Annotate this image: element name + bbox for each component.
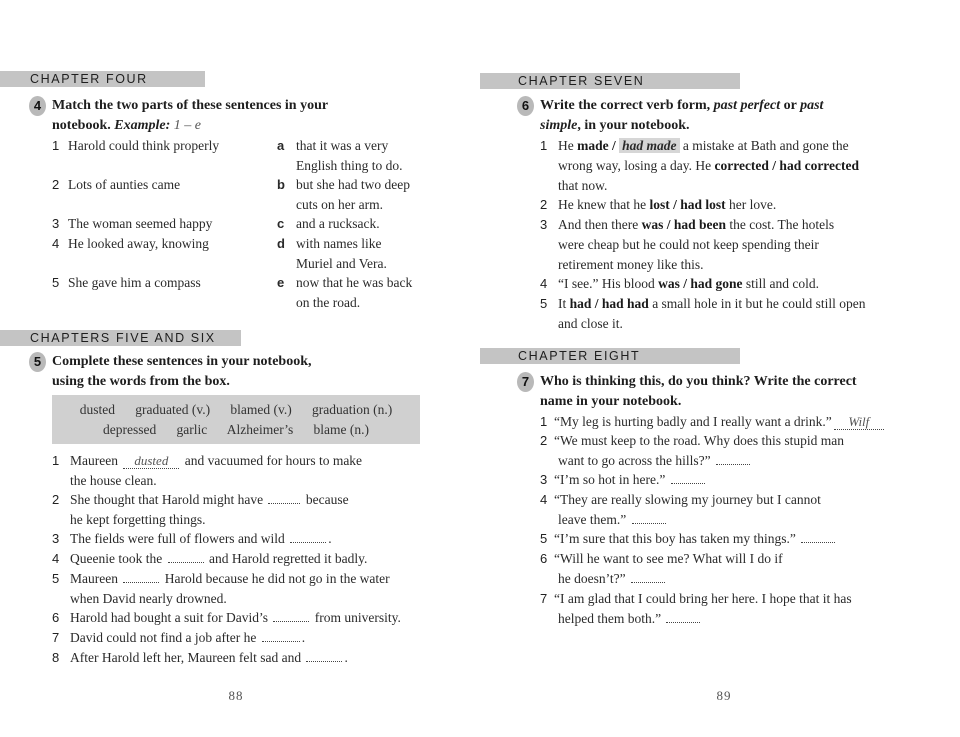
ex6-item-1-answer-highlight: had made [619, 138, 679, 153]
ex6-item-5-line2: and close it. [558, 316, 623, 331]
exercise-4-number: 4 [29, 96, 46, 116]
ex6-item-1-g: corrected / had corrected [714, 158, 860, 173]
exercise-4-instruction-2 [52, 116, 201, 136]
ex7-item-6-number: 6 [540, 551, 548, 566]
ex6-item-1-line2 [558, 156, 859, 176]
ex5-item-1-pre: Maureen [70, 453, 118, 468]
ex7-item-6-line2 [558, 569, 667, 589]
exercise-6-number: 6 [517, 96, 534, 116]
ex7-item-5-text: “I’m sure that this boy has taken my things.” [554, 531, 796, 546]
ex5-item-2-line2: he kept forgetting things. [70, 512, 206, 527]
ex5-item-2-pre: She thought that Harold might have [70, 492, 264, 507]
ex4-item-4-text: He looked away, knowing [68, 236, 209, 251]
ex5-item-5-line2: when David nearly drowned. [70, 591, 227, 606]
ex7-item-7-line1: “I am glad that I could bring her here. I hope that it has [554, 591, 852, 606]
ex5-item-2-number: 2 [52, 492, 60, 507]
ex4-item-4-number: 4 [52, 236, 60, 251]
ex5-item-5-pre: Maureen [70, 571, 118, 586]
ex6-item-5-line1 [558, 294, 866, 314]
ex4-option-e-line2: on the road. [296, 295, 361, 310]
ex7-item-4-number: 4 [540, 492, 548, 507]
ex7-item-4-line1: “They are really slowing my journey but I cannot [554, 492, 821, 507]
ex5-item-4-pre: Queenie took the [70, 551, 163, 566]
ex6-item-3-number: 3 [540, 217, 548, 232]
ex5-item-2-blank [268, 491, 300, 504]
ex5-item-5-line1 [70, 569, 390, 589]
ex4-item-2-number: 2 [52, 177, 60, 192]
word-box-row-1: dusted graduated (v.) blamed (v.) graduation (n.) [79, 402, 393, 417]
ex6-item-1-e: a mistake at Bath and gone the [682, 138, 849, 153]
ex6-item-4-b: was / had gone [658, 276, 743, 291]
ex7-item-7-number: 7 [540, 591, 548, 606]
ex5-item-7-post: . [301, 630, 306, 645]
ex6-item-2-c: her love. [729, 197, 777, 212]
ex6-item-3-b: was / had been [641, 217, 727, 232]
exercise-4-instruction-2-text: notebook. [52, 118, 111, 133]
ex5-item-2-post: because [305, 492, 349, 507]
word-box-row-2: depressed garlic Alzheimer’s blame (n.) [103, 422, 369, 437]
exercise-6-instruction-2 [540, 116, 690, 136]
ex7-item-1-answer: Wilf [834, 415, 884, 430]
ex5-item-7-number: 7 [52, 630, 60, 645]
ex6-item-2-a: He knew that he [558, 197, 647, 212]
ex5-item-5-number: 5 [52, 571, 60, 586]
ex7-item-6-blank [631, 570, 665, 583]
exercise-5-instruction-1: Complete these sentences in your notebook, [52, 354, 312, 369]
ex6-item-4-c: still and cold. [745, 276, 820, 291]
chapter-seven-heading: CHAPTER SEVEN [480, 73, 740, 89]
word-box [52, 395, 420, 444]
ex6-item-5-number: 5 [540, 296, 548, 311]
left-page-number: 88 [228, 688, 244, 703]
ex5-item-1-post: and vacuumed for hours to make [184, 453, 363, 468]
ex4-option-d-line1: with names like [296, 236, 382, 251]
ex5-item-7-line1 [70, 628, 305, 648]
ex4-option-a-line2: English thing to do. [296, 158, 403, 173]
ex5-item-6-line1 [70, 608, 401, 628]
ex6-item-2-line1 [558, 195, 776, 215]
exercise-7-instruction-1: Who is thinking this, do you think? Write the correct [540, 374, 857, 389]
ex7-item-7-text2: helped them both.” [558, 611, 662, 626]
ex4-item-3-text: The woman seemed happy [68, 216, 213, 231]
ex5-item-5-blank [123, 570, 159, 583]
ex5-item-1-line2: the house clean. [70, 473, 157, 488]
ex4-item-5-number: 5 [52, 275, 60, 290]
ex6-instr-f: , in your notebook. [577, 118, 690, 133]
ex4-item-1-text: Harold could think properly [68, 138, 220, 153]
ex5-item-4-number: 4 [52, 551, 60, 566]
ex5-item-3-blank [290, 530, 326, 543]
ex7-item-2-line2 [558, 451, 752, 471]
ex5-item-7-blank [262, 629, 300, 642]
ex7-item-3-text: “I’m so hot in here.” [554, 472, 666, 487]
ex6-item-1-a: He [558, 138, 574, 153]
ex5-item-4-line1 [70, 549, 367, 569]
ex5-item-8-pre: After Harold left her, Maureen felt sad and [70, 650, 302, 665]
exercise-5-number: 5 [29, 352, 46, 372]
ex6-item-5-a: It [558, 296, 567, 311]
ex5-item-4-blank [168, 550, 204, 563]
ex5-item-3-post: . [328, 531, 332, 546]
ex6-item-3-a: And then there [558, 217, 639, 232]
chapter-eight-heading: CHAPTER EIGHT [480, 348, 740, 364]
ex5-item-6-post: from university. [314, 610, 401, 625]
ex6-item-5-c: a small hole in it but he could still open [652, 296, 866, 311]
ex7-item-5-blank [801, 530, 835, 543]
ex6-item-3-c: the cost. The hotels [729, 217, 835, 232]
ex7-item-3-line1 [554, 470, 707, 490]
exercise-4-example-label: Example: [114, 118, 171, 133]
ex4-option-c-letter: c [277, 216, 285, 231]
ex6-item-4-line1 [558, 274, 819, 294]
ex5-item-3-number: 3 [52, 531, 60, 546]
ex7-item-2-text2: want to go across the hills?” [558, 453, 711, 468]
ex7-item-2-line1: “We must keep to the road. Why does this stupid man [554, 433, 844, 448]
ex7-item-5-number: 5 [540, 531, 548, 546]
ex4-item-5-text: She gave him a compass [68, 275, 201, 290]
exercise-7-instruction-2: name in your notebook. [540, 394, 682, 409]
ex7-item-1-text: “My leg is hurting badly and I really want a drink.” [554, 414, 832, 429]
ex6-item-4-number: 4 [540, 276, 548, 291]
ex6-item-2-b: lost / had lost [649, 197, 726, 212]
ex7-item-5-line1 [554, 529, 837, 549]
ex4-option-d-letter: d [277, 236, 285, 251]
ex7-item-6-line1: “Will he want to see me? What will I do if [554, 551, 783, 566]
ex4-option-a-letter: a [277, 138, 285, 153]
ex6-item-5-b: had / had had [569, 296, 649, 311]
ex4-option-a-line1: that it was a very [296, 138, 389, 153]
ex4-option-b-line2: cuts on her arm. [296, 197, 383, 212]
ex5-item-7-pre: David could not find a job after he [70, 630, 257, 645]
ex4-option-b-letter: b [277, 177, 285, 192]
ex6-item-1-line1 [558, 136, 849, 156]
ex5-item-4-post: and Harold regretted it badly. [208, 551, 368, 566]
ex7-item-2-blank [716, 452, 750, 465]
ex5-item-3-pre: The fields were full of flowers and wild [70, 531, 285, 546]
ex6-item-3-line2: were cheap but he could not keep spending their [558, 237, 819, 252]
chapter-four-heading: CHAPTER FOUR [0, 71, 205, 87]
ex5-item-1-number: 1 [52, 453, 60, 468]
ex7-item-1-number: 1 [540, 414, 548, 429]
ex5-item-6-blank [273, 609, 309, 622]
ex5-item-5-post: Harold because he did not go in the water [164, 571, 390, 586]
ex7-item-6-text2: he doesn’t?” [558, 571, 626, 586]
ex6-instr-b: past perfect [713, 98, 781, 113]
ex4-item-3-number: 3 [52, 216, 60, 231]
ex4-option-e-line1: now that he was back [296, 275, 413, 290]
ex6-instr-d: past [800, 98, 824, 113]
ex5-item-1-answer: dusted [123, 454, 179, 469]
ex6-instr-e: simple [540, 118, 578, 133]
ex7-item-4-text2: leave them.” [558, 512, 627, 527]
ex5-item-8-blank [306, 649, 342, 662]
ex5-item-8-line1 [70, 648, 348, 668]
ex6-item-1-line3: that now. [558, 178, 608, 193]
ex6-item-2-number: 2 [540, 197, 548, 212]
ex6-item-1-b: made [577, 138, 609, 153]
ex5-item-8-number: 8 [52, 650, 60, 665]
ex4-option-d-line2: Muriel and Vera. [296, 256, 387, 271]
ex6-item-1-number: 1 [540, 138, 548, 153]
ex7-item-3-blank [671, 471, 705, 484]
ex6-item-1-c: / [612, 138, 616, 153]
ex7-item-7-line2 [558, 609, 702, 629]
ex7-item-7-blank [666, 610, 700, 623]
ex7-item-1-line1 [554, 412, 886, 432]
ex7-item-4-line2 [558, 510, 668, 530]
right-page-number: 89 [716, 688, 732, 703]
exercise-4-instruction-1: Match the two parts of these sentences in your [52, 98, 329, 113]
right-page [480, 0, 960, 737]
ex7-item-2-number: 2 [540, 433, 548, 448]
ex4-option-b-line1: but she had two deep [296, 177, 410, 192]
ex5-item-3-line1 [70, 529, 332, 549]
ex5-item-6-pre: Harold had bought a suit for David’s [70, 610, 268, 625]
ex5-item-6-number: 6 [52, 610, 60, 625]
ex4-option-c-line1: and a rucksack. [296, 216, 380, 231]
ex7-item-3-number: 3 [540, 472, 548, 487]
ex6-item-1-f: wrong way, losing a day. He [558, 158, 712, 173]
ex4-item-1-number: 1 [52, 138, 60, 153]
exercise-6-instruction-1 [540, 96, 823, 116]
chapters-five-six-heading: CHAPTERS FIVE AND SIX [0, 330, 241, 346]
ex5-item-2-line1 [70, 490, 349, 510]
exercise-7-number: 7 [517, 372, 534, 392]
ex5-item-1-line1 [70, 451, 362, 471]
exercise-4-example-value: 1 – e [173, 118, 201, 133]
ex6-instr-a: Write the correct verb form, [540, 98, 711, 113]
ex6-item-3-line1 [558, 215, 834, 235]
ex7-item-4-blank [632, 511, 666, 524]
ex4-option-e-letter: e [277, 275, 285, 290]
exercise-5-instruction-2: using the words from the box. [52, 374, 230, 389]
ex4-item-2-text: Lots of aunties came [68, 177, 181, 192]
ex6-instr-c: or [783, 98, 797, 113]
ex6-item-4-a: “I see.” His blood [558, 276, 655, 291]
ex5-item-8-post: . [344, 650, 348, 665]
ex6-item-3-line3: retirement money like this. [558, 257, 704, 272]
